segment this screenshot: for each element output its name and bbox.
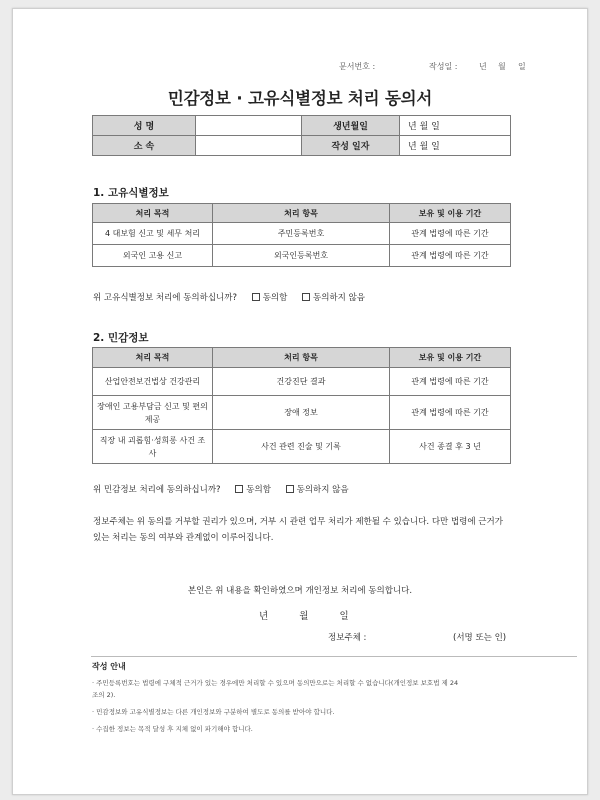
refusal-notice <box>93 514 573 546</box>
birth-field[interactable]: 년 월 일 <box>400 116 511 136</box>
section1-col-purpose: 처리 목적 <box>93 204 213 223</box>
guide-note: · 수집한 정보는 목적 달성 후 지체 없이 파기해야 합니다. <box>92 725 253 733</box>
section2-col-purpose: 처리 목적 <box>93 348 213 368</box>
section1-agree-option[interactable] <box>252 293 288 303</box>
name-label: 성 명 <box>93 116 196 136</box>
checkbox-icon[interactable] <box>286 485 294 493</box>
signature-date <box>259 608 349 622</box>
section2-col-period: 보유 및 이용 기간 <box>390 348 511 368</box>
guide-note: 조의 2). <box>92 691 116 699</box>
section2-heading: 2. 민감정보 <box>93 332 149 344</box>
doc-number-label: 문서번호 : <box>339 62 376 71</box>
written-date-label: 작성일 : <box>429 62 458 71</box>
table-row <box>93 430 511 464</box>
notice-line: 정보주체는 위 동의를 거부할 권리가 있으며, 거부 시 관련 업무 처리가 제한될 수 있습니다. 다만 법령에 근거가 <box>93 517 503 527</box>
section2-col-item: 처리 항목 <box>213 348 390 368</box>
divider <box>91 656 577 657</box>
notice-line: 있는 처리는 동의 여부와 관계없이 이루어집니다. <box>93 533 274 543</box>
section1-heading: 1. 고유식별정보 <box>93 187 169 199</box>
table-cell: 건강진단 결과 <box>213 368 390 396</box>
section1-table <box>92 203 511 267</box>
disagree-label: 동의하지 않음 <box>313 293 366 303</box>
table-cell: 직장 내 괴롭힘·성희롱 사건 조사 <box>93 430 213 464</box>
table-cell: 관계 법령에 따른 기간 <box>390 396 511 430</box>
date-field[interactable]: 년 월 일 <box>400 136 511 156</box>
checkbox-icon[interactable] <box>252 293 260 301</box>
affiliation-field[interactable] <box>196 136 302 156</box>
section2-agree-option[interactable] <box>235 485 271 495</box>
section2-question: 위 민감정보 처리에 동의하십니까? <box>93 485 221 495</box>
table-cell: 주민등록번호 <box>213 223 390 245</box>
table-cell: 사건 종결 후 3 년 <box>390 430 511 464</box>
header-month: 월 <box>498 62 506 71</box>
guide-title: 작성 안내 <box>92 662 126 671</box>
checkbox-icon[interactable] <box>235 485 243 493</box>
section2-question-row <box>93 483 349 495</box>
section1-question: 위 고유식별정보 처리에 동의하십니까? <box>93 293 237 303</box>
document-title: 민감정보 · 고유식별정보 처리 동의서 <box>167 89 433 108</box>
subject-label: 정보주체 : <box>328 633 367 643</box>
table-cell: 4 대보험 신고 및 세무 처리 <box>93 223 213 245</box>
table-cell: 외국인 고용 신고 <box>93 245 213 267</box>
guide-notes <box>92 677 580 735</box>
sign-or-seal-label: (서명 또는 인) <box>453 633 507 643</box>
header-day: 일 <box>518 62 526 71</box>
section1-disagree-option[interactable] <box>302 293 365 303</box>
document-page <box>12 8 588 795</box>
table-cell: 사건 관련 진술 및 기록 <box>213 430 390 464</box>
guide-note: · 주민등록번호는 법령에 구체적 근거가 있는 경우에만 처리할 수 있으며 동의만으로는 처리할 수 없습니다(개인정보 보호법 제 24 <box>92 679 459 687</box>
table-cell: 장애인 고용부담금 신고 및 편의 제공 <box>93 396 213 430</box>
table-cell: 산업안전보건법상 건강관리 <box>93 368 213 396</box>
table-row <box>93 396 511 430</box>
section1-col-item: 처리 항목 <box>213 204 390 223</box>
confirmation-text: 본인은 위 내용을 확인하였으며 개인정보 처리에 동의합니다. <box>187 586 413 596</box>
agree-label: 동의함 <box>246 485 271 495</box>
table-row <box>93 223 511 245</box>
birth-label: 생년월일 <box>302 116 400 136</box>
section2-table <box>92 347 511 464</box>
table-row <box>93 368 511 396</box>
affiliation-label: 소 속 <box>93 136 196 156</box>
section1-question-row <box>93 291 365 303</box>
section2-disagree-option[interactable] <box>286 485 349 495</box>
table-cell: 장애 정보 <box>213 396 390 430</box>
personal-info-table <box>92 115 511 156</box>
table-cell: 관계 법령에 따른 기간 <box>390 223 511 245</box>
sign-month: 월 <box>299 611 309 622</box>
table-cell: 관계 법령에 따른 기간 <box>390 368 511 396</box>
name-field[interactable] <box>196 116 302 136</box>
sign-year: 년 <box>259 611 269 622</box>
header-year: 년 <box>479 62 487 71</box>
table-row <box>93 245 511 267</box>
table-cell: 관계 법령에 따른 기간 <box>390 245 511 267</box>
sign-day: 일 <box>339 611 349 622</box>
date-label: 작성 일자 <box>302 136 400 156</box>
disagree-label: 동의하지 않음 <box>296 485 349 495</box>
agree-label: 동의함 <box>262 293 288 303</box>
table-cell: 외국인등록번호 <box>213 245 390 267</box>
section1-col-period: 보유 및 이용 기간 <box>390 204 511 223</box>
checkbox-icon[interactable] <box>302 293 310 301</box>
guide-note: · 민감정보와 고유식별정보는 다른 개인정보와 구분하여 별도로 동의를 받아야 합니다. <box>92 708 335 716</box>
